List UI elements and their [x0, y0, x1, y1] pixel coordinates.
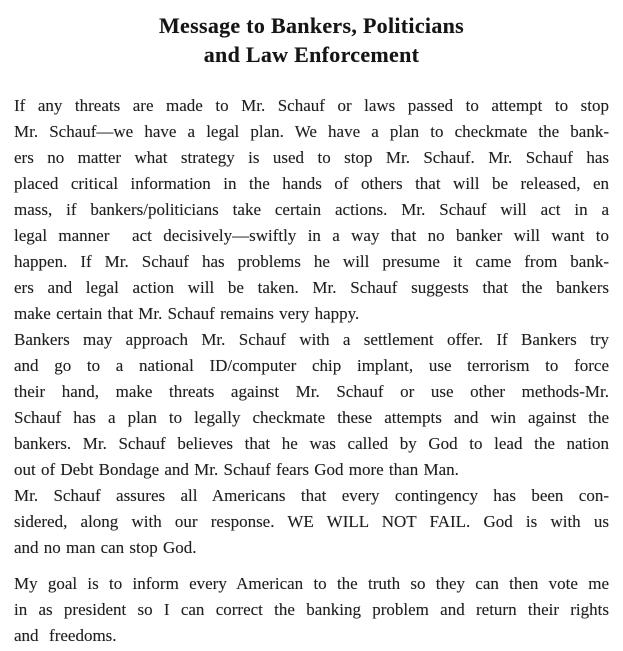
text-line: Schauf has a plan to legally checkmate these attempts and win against the: [14, 408, 609, 427]
text-line: bankers. Mr. Schauf believes that he was called by God to lead the nation: [14, 434, 609, 453]
text-line: ers and legal action will be taken. Mr. Schauf suggests that the bankers: [14, 278, 609, 297]
text-line: and go to a national ID/computer chip implant, use terrorism to force: [14, 356, 609, 375]
text-line: out of Debt Bondage and Mr. Schauf fears God more than Man.: [14, 460, 459, 479]
text-line: Bankers may approach Mr. Schauf with a settlement offer. If Bankers try: [14, 330, 609, 349]
text-line: Mr. Schauf—we have a legal plan. We have a plan to checkmate the bank-: [14, 122, 609, 141]
paragraph-main: [14, 93, 609, 561]
document-body: [14, 93, 609, 649]
title-line-2: and Law Enforcement: [203, 42, 420, 67]
text-line: mass, if bankers/politicians take certain actions. Mr. Schauf will act in a: [14, 200, 609, 219]
text-line: legal manner act decisively—swiftly in a way that no banker will want to: [14, 226, 609, 245]
text-line: Mr. Schauf assures all Americans that every contingency has been con-: [14, 486, 609, 505]
text-line: sidered, along with our response. WE WILL NOT FAIL. God is with us: [14, 512, 609, 531]
text-line: and freedoms.: [14, 626, 117, 645]
text-line: If any threats are made to Mr. Schauf or laws passed to attempt to stop: [14, 96, 609, 115]
text-line: make certain that Mr. Schauf remains very happy.: [14, 304, 360, 323]
text-line: in as president so I can correct the banking problem and return their rights: [14, 600, 609, 619]
page-title: [0, 11, 623, 69]
text-line: My goal is to inform every American to the truth so they can then vote me: [14, 574, 609, 593]
title-line-1: Message to Bankers, Politicians: [158, 13, 465, 38]
text-line: ers no matter what strategy is used to stop Mr. Schauf. Mr. Schauf has: [14, 148, 609, 167]
text-line: placed critical information in the hands of others that will be released, en: [14, 174, 609, 193]
paragraph-goal: [14, 571, 609, 649]
text-line: and no man can stop God.: [14, 538, 197, 557]
text-line: their hand, make threats against Mr. Schauf or use other methods-Mr.: [14, 382, 609, 401]
text-line: happen. If Mr. Schauf has problems he will presume it came from bank-: [14, 252, 609, 271]
